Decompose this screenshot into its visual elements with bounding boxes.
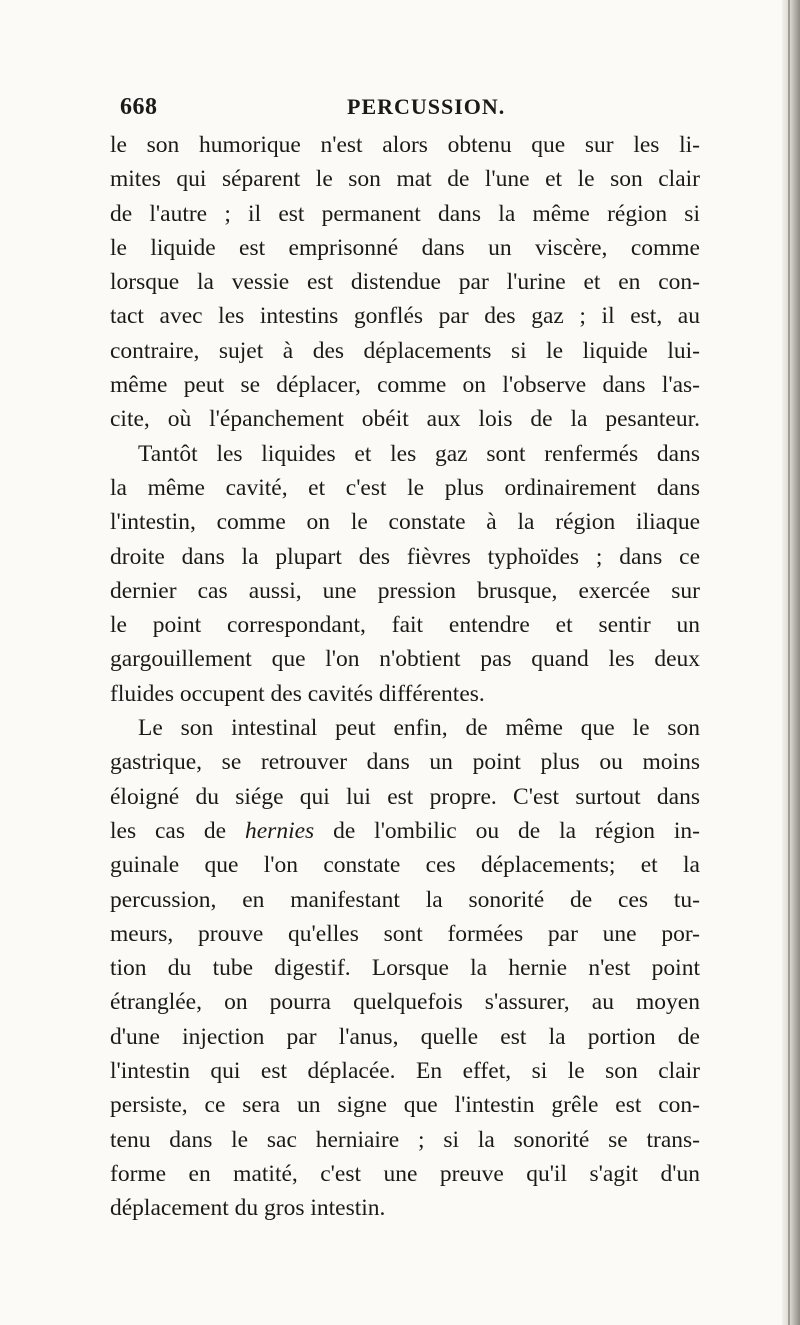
paragraph-start-line: Le son intestinal peut enfin, de même que le son bbox=[138, 715, 700, 742]
body-text bbox=[110, 128, 700, 1226]
paragraph-start-line: Tantôt les liquides et les gaz sont renfermés dans bbox=[138, 440, 700, 467]
text-line: guinale que l'on constate ces déplacements; et la bbox=[110, 852, 700, 879]
text-line: forme en matité, c'est une preuve qu'il s'agit d'un bbox=[110, 1160, 700, 1187]
page-edge-line bbox=[788, 0, 790, 1325]
text-line: tion du tube digestif. Lorsque la hernie n'est point bbox=[110, 955, 700, 982]
text-line: dernier cas aussi, une pression brusque, exercée sur bbox=[110, 577, 700, 604]
text-line: la même cavité, et c'est le plus ordinairement dans bbox=[110, 474, 700, 501]
italic-term: hernies bbox=[245, 817, 315, 844]
text-line: cite, où l'épanchement obéit aux lois de la pesanteur. bbox=[110, 406, 700, 433]
text-line: l'intestin, comme on le constate à la région iliaque bbox=[110, 509, 700, 536]
text-line: lorsque la vessie est distendue par l'urine et en con- bbox=[110, 269, 700, 296]
text-line: percussion, en manifestant la sonorité de ces tu- bbox=[110, 886, 700, 913]
text-line: éloigné du siége qui lui est propre. C'est surtout dans bbox=[110, 783, 700, 810]
running-title: PERCUSSION. bbox=[347, 94, 506, 119]
text-line: le son humorique n'est alors obtenu que sur les li- bbox=[110, 132, 700, 158]
text-line: le point correspondant, fait entendre et sentir un bbox=[110, 612, 700, 639]
text-line: mites qui séparent le son mat de l'une et le son clair bbox=[110, 166, 700, 193]
paragraph-end-line: fluides occupent des cavités différentes. bbox=[110, 680, 485, 707]
text-line: droite dans la plupart des fièvres typhoïdes ; dans ce bbox=[110, 543, 700, 570]
text-line: contraire, sujet à des déplacements si le liquide lui- bbox=[110, 337, 700, 364]
page-number: 668 bbox=[120, 94, 158, 120]
text-line: meurs, prouve qu'elles sont formées par une por- bbox=[110, 920, 700, 947]
text-line: tact avec les intestins gonflés par des gaz ; il est, au bbox=[110, 303, 700, 330]
text-line: étranglée, on pourra quelquefois s'assurer, au moyen bbox=[110, 989, 700, 1016]
text-line-with-italic bbox=[110, 814, 700, 848]
page-edge-shadow bbox=[782, 0, 800, 1325]
text-line: d'une injection par l'anus, quelle est la portion de bbox=[110, 1023, 700, 1050]
text-line: même peut se déplacer, comme on l'observe dans l'as- bbox=[110, 372, 700, 399]
text-line: gastrique, se retrouver dans un point plus ou moins bbox=[110, 749, 700, 776]
text-line: gargouillement que l'on n'obtient pas quand les deux bbox=[110, 646, 700, 673]
text-line: le liquide est emprisonné dans un viscère, comme bbox=[110, 234, 700, 261]
text-line: de l'autre ; il est permanent dans la même région si bbox=[110, 200, 700, 227]
paragraph-end-line: déplacement du gros intestin. bbox=[110, 1195, 386, 1222]
text-line: tenu dans le sac herniaire ; si la sonorité se trans- bbox=[110, 1126, 700, 1153]
text-line: l'intestin qui est déplacée. En effet, si le son clair bbox=[110, 1058, 700, 1085]
text-segment: de l'ombilic ou de la région in- bbox=[333, 817, 701, 844]
text-segment: les cas de bbox=[110, 817, 227, 844]
text-line: persiste, ce sera un signe que l'intestin grêle est con- bbox=[110, 1092, 700, 1119]
